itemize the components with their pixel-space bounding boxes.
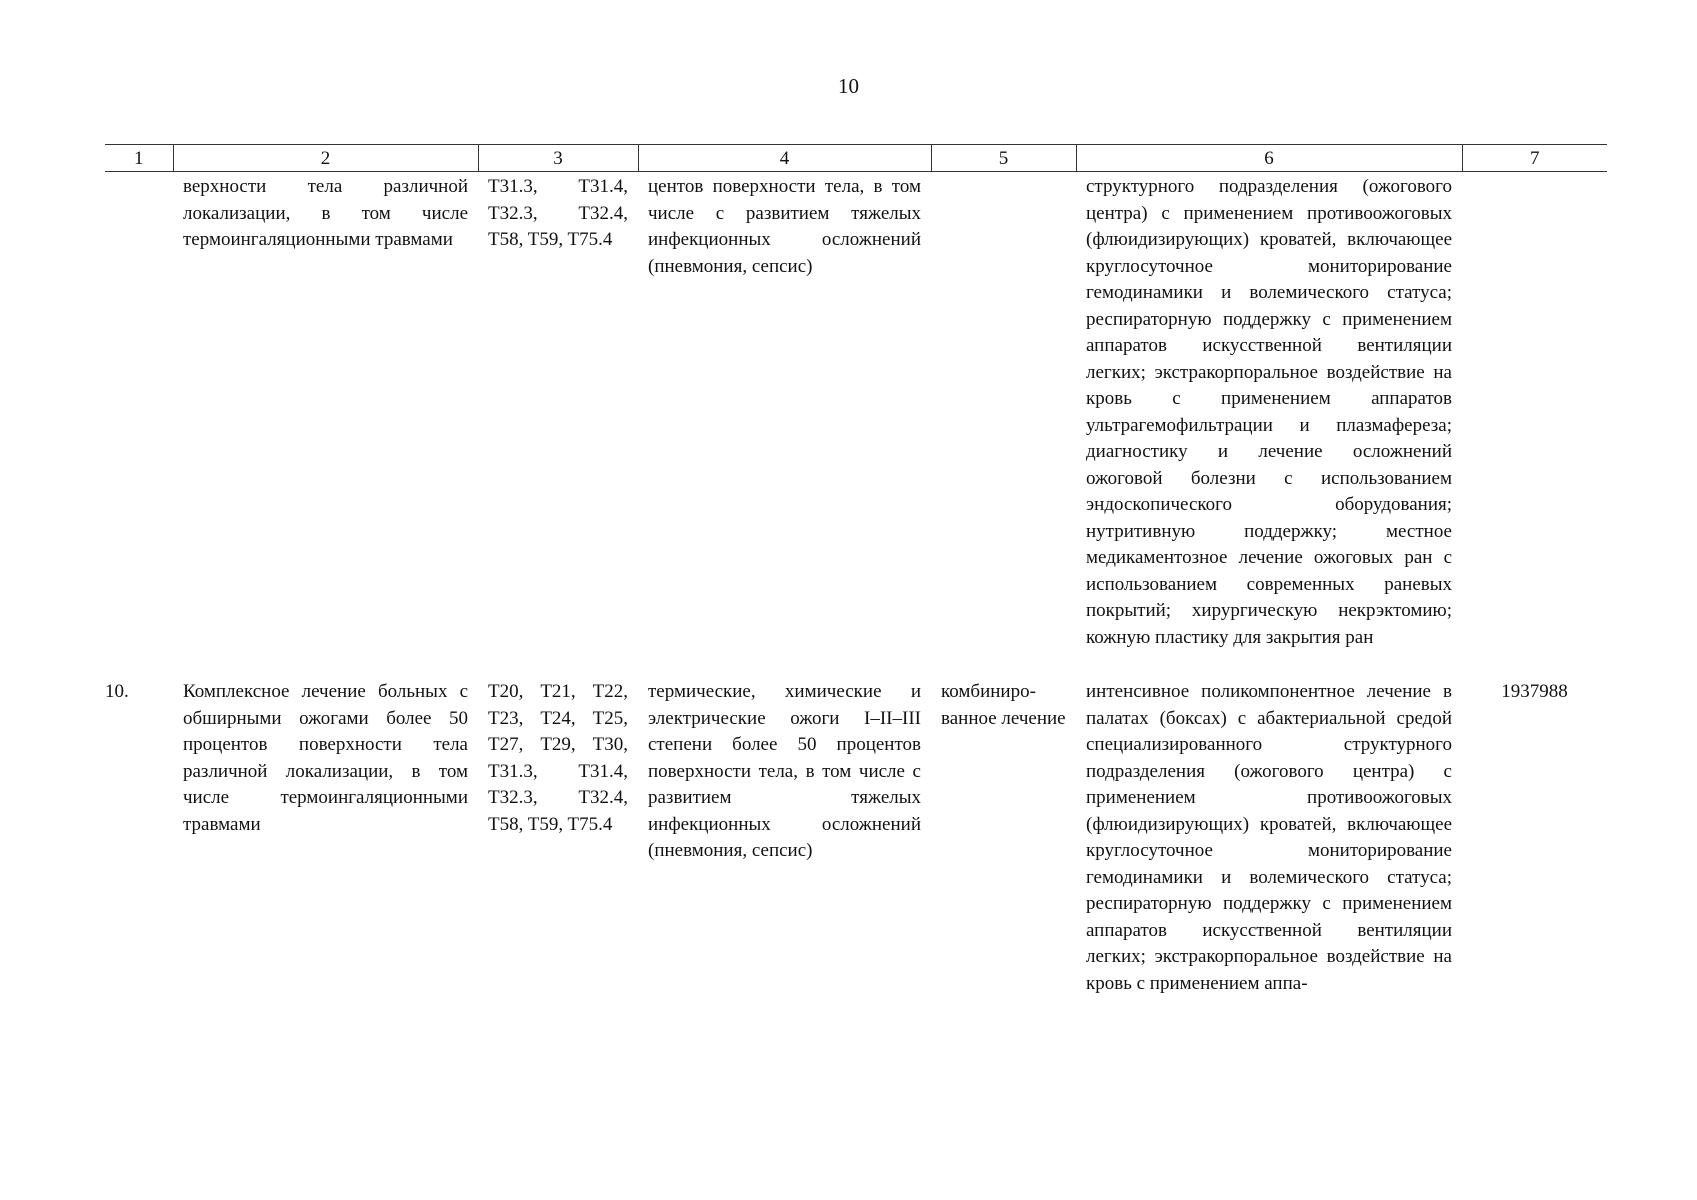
- column-number-4: 4: [638, 145, 931, 172]
- care-profile-name: верхности тела различной локализации, в том числе термоингаляционными травмами: [183, 176, 468, 250]
- icd-codes: T20, T21, T22, T23, T24, T25, T27, T29, T30, T31.3, T31.4, T32.3, T32.4, T58, T59, T75.4: [488, 681, 628, 835]
- column-number-2: 2: [173, 145, 478, 172]
- table-row: [105, 679, 1607, 997]
- services-table: [105, 144, 1607, 997]
- column-number-5: 5: [931, 145, 1076, 172]
- patient-model: термические, химические и электрические ожоги I–II–III степени более 50 процентов поверхности тела, в том числе с развитием тяжелых инфекционных осложнений (пневмония, сепсис): [648, 681, 921, 861]
- column-number-row: [105, 145, 1607, 172]
- treatment-method: структурного подразделения (ожогового центра) с применением противоожоговых (флюидизирующих) кроватей, включающее круглосуточное мониторирование гемодинамики и волемического статуса; респираторную поддержку с применением аппаратов искусственной вентиляции легких; экстракорпоральное воздействие на кровь с применением аппаратов ультрагемофильтрации и плазмафереза; диагностику и лечение осложнений ожоговой болезни с использованием эндоскопического оборудования; нутритивную поддержку; местное медикаментозное лечение ожоговых ран с использованием современных раневых покрытий; хирургическую некрэктомию; кожную пластику для закрытия ран: [1086, 176, 1452, 648]
- care-profile-name: Комплексное лечение больных с обширными ожогами более 50 процентов поверхности тела различной локализации, в том числе термоингаляционными травмами: [183, 681, 468, 835]
- row-number: 10.: [105, 681, 129, 702]
- icd-codes: T31.3, T31.4, T32.3, T32.4, T58, T59, T75.4: [488, 176, 628, 250]
- column-number-7: 7: [1462, 145, 1607, 172]
- row-number: [105, 172, 173, 680]
- page-number: 10: [838, 74, 859, 98]
- treatment-type: [931, 172, 1076, 680]
- column-number-3: 3: [478, 145, 638, 172]
- cost-value: [1462, 172, 1607, 680]
- patient-model: центов поверхности тела, в том числе с развитием тяжелых инфекционных осложнений (пневмония, сепсис): [648, 176, 921, 277]
- column-number-1: 1: [105, 145, 173, 172]
- table-row: [105, 172, 1607, 680]
- treatment-method: интенсивное поликомпонентное лечение в палатах (боксах) с абактериальной средой специализированного структурного подразделения (ожогового центра) с применением противоожоговых (флюидизирующих) кроватей, включающее круглосуточное мониторирование гемодинамики и волемического статуса; респираторную поддержку с применением аппаратов искусственной вентиляции легких; экстракорпоральное воздействие на кровь с применением аппа-: [1086, 681, 1452, 994]
- column-number-6: 6: [1076, 145, 1462, 172]
- cost-value: 1937988: [1501, 681, 1568, 702]
- treatment-type: комбинированное лечение: [941, 681, 1066, 729]
